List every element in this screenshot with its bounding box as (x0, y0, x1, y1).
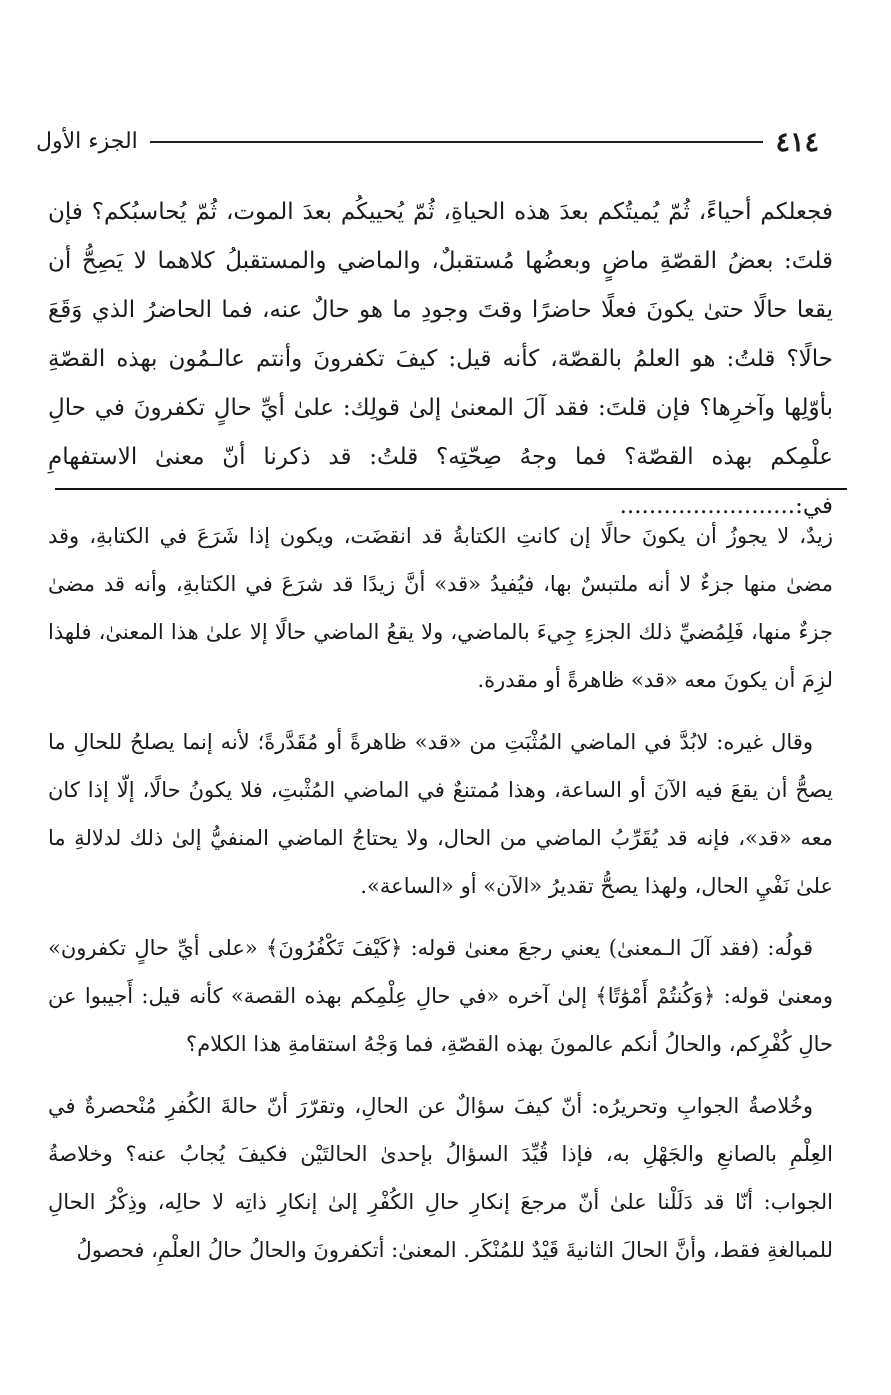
page-number: ٤١٤ (775, 126, 819, 158)
footnote-paragraph-1: زيدٌ، لا يجوزُ أن يكونَ حالًا إن كانتِ الكتابةُ قد انقضَت، ويكون إذا شَرَعَ في الكتابةِ، وقد مضىٰ منها جزءٌ لا أنه ملتبسٌ بها، فيُفيدُ «قد» أنَّ زيدًا قد شرَعَ في الكتابةِ، وأنه قد مضىٰ جزءٌ منها، فَلِمُضيِّ ذلك الجزءِ جِيءَ بالماضي، ولا يقعُ الماضي حالًا إلا علىٰ هذا المعنىٰ، فلهذا لزِمَ أن يكونَ معه «قد» ظاهرةً أو مقدرة. (48, 524, 833, 692)
header-rule (150, 141, 764, 143)
footnote-paragraph-2: وقال غيره: لابُدَّ في الماضي المُثْبَتِ من «قد» ظاهرةً أو مُقَدَّرةً؛ لأنه إنما يصلحُ للحالِ ما يصحُّ أن يقعَ فيه الآنَ أو الساعة، وهذا مُمتنعٌ في الماضي المُثْبتِ، فلا يكونُ حالًا، إلّا إذا كان معه «قد»، فإنه قد يُقَرِّبُ الماضي من الحال، ولا يحتاجُ الماضي المنفيُّ إلىٰ ذلك لدلالةِ ما علىٰ نَفْيِ الحال، ولهذا يصحُّ تقديرُ «الآن» أو «الساعة». (48, 730, 833, 898)
running-header (36, 122, 819, 162)
footnote-divider (55, 488, 847, 490)
main-text (48, 188, 833, 531)
footnote-paragraph-3: قولُه: (فقد آلَ الـمعنىٰ) يعني رجعَ معنىٰ قوله: ﴿كَيْفَ تَكْفُرُونَ﴾ «على أيِّ حالٍ تكفرون» ومعنىٰ قوله: ﴿وَكُنتُمْ أَمْوَٰتًا﴾ إلىٰ آخره «في حالِ عِلْمِكم بهذه القصة» كأنه قيل: أَجيبوا عن حالِ كُفْرِكم، والحالُ أنكم عالمونَ بهذه القصّةِ، فما وَجْهُ استقامةِ هذا الكلام؟ (48, 936, 833, 1056)
footnotes (48, 512, 833, 1288)
volume-title: الجزء الأول (36, 129, 138, 154)
main-paragraph: فجعلكم أحياءً، ثُمّ يُميتُكم بعدَ هذه الحياةِ، ثُمّ يُحييكُم بعدَ الموت، ثُمّ يُحاسبُكم؟ فإن قلتَ: بعضُ القصّةِ ماضٍ وبعضُها مُستقبلٌ، والماضي والمستقبلُ كلاهما لا يَصِحُّ أن يقعا حالًا حتىٰ يكونَ فعلًا حاضرًا وقتَ وجودِ ما هو حالٌ عنه، فما الحاضرُ الذي وَقَعَ حالًا؟ قلتُ: هو العلمُ بالقصّة، كأنه قيل: كيفَ تكفرونَ وأنتم عالـمُون بهذه القصّةِ بأوّلِها وآخرِها؟ فإن قلتَ: فقد آلَ المعنىٰ إلىٰ قولِك: علىٰ أيِّ حالٍ تكفرونَ في حالِ علْمِكم بهذه القصّة؟ فما وجهُ صِحّتِه؟ قلتُ: قد ذكرنا أنّ معنىٰ الاستفهامِ في:........................ (48, 199, 833, 519)
footnote-paragraph-4: وخُلاصةُ الجوابِ وتحريرُه: أنّ كيفَ سؤالٌ عن الحالِ، وتقرّرَ أنّ حالةَ الكُفرِ مُنْحصرةٌ في العِلْمِ بالصانعِ والجَهْلِ به، فإذا قُيِّدَ السؤالُ بإحدىٰ الحالتَيْن فكيفَ يُجابُ عنه؟ وخلاصةُ الجواب: أنّا قد دَلَلْنا علىٰ أنّ مرجعَ إنكارِ حالِ الكُفْرِ إلىٰ إنكارِ ذاتِه لا حالِه، وذِكْرُ الحالِ للمبالغةِ فقط، وأنَّ الحالَ الثانيةَ قَيْدٌ للمُنْكَر. المعنىٰ: أتكفرونَ والحالُ حالُ العلْمِ، فحصولُ (48, 1094, 833, 1262)
